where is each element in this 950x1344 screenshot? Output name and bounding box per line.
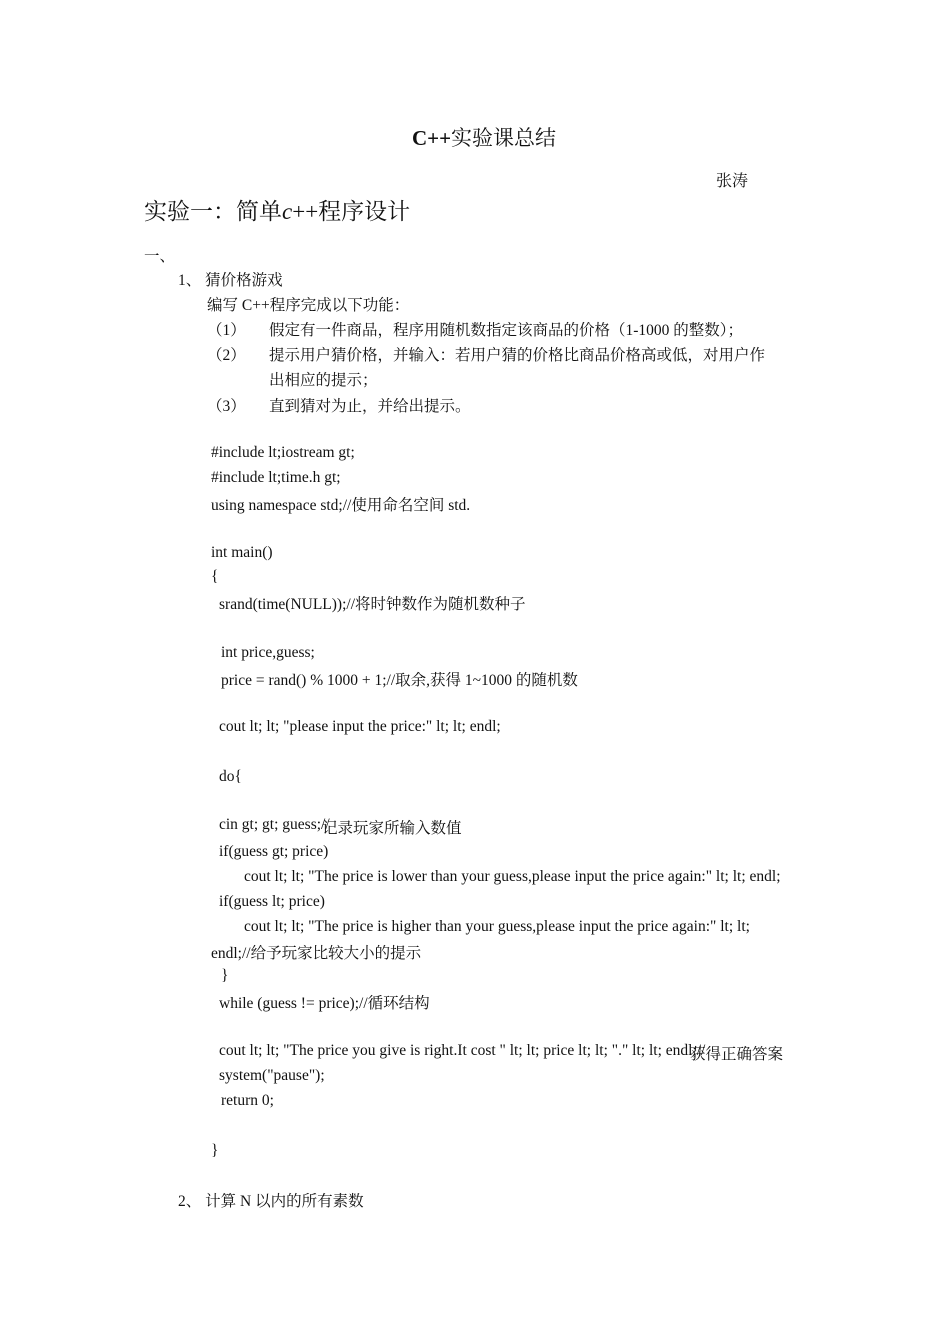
code-line: cin gt; gt; guess;// <box>219 816 330 833</box>
code-line: endl;//给予玩家比较大小的提示 <box>211 945 422 962</box>
code-line: if(guess lt; price) <box>219 893 325 910</box>
code-line: cout lt; lt; "The price you give is right.It cost " lt; lt; price lt; lt; "." lt; lt; endl;// <box>219 1042 706 1059</box>
code-line: if(guess gt; price) <box>219 843 329 860</box>
code-line: srand(time(NULL));//将时钟数作为随机数种子 <box>219 596 526 613</box>
item2-heading: 2、 计算 N 以内的所有素数 <box>178 1193 364 1210</box>
req1-text: 假定有一件商品，程序用随机数指定该商品的价格（1-1000 的整数）； <box>269 322 744 339</box>
code-line: cout lt; lt; "The price is lower than your guess,please input the price again:" lt; lt; endl; <box>244 868 781 885</box>
author-name: 张涛 <box>716 173 749 190</box>
code-line: return 0; <box>221 1092 274 1109</box>
code-line: } <box>221 967 229 984</box>
code-line: #include lt;iostream gt; <box>211 444 355 461</box>
doc-title-rest: 实验课总结 <box>451 126 557 150</box>
doc-title-bold: C++ <box>411 126 452 150</box>
doc-title <box>0 122 950 152</box>
section-heading-pre: 实验一：简单 <box>144 199 282 224</box>
section-heading <box>144 193 410 226</box>
req3-text: 直到猜对为止，并给出提示。 <box>269 398 471 415</box>
section-heading-post: ++程序设计 <box>292 199 411 224</box>
code-line: int main() <box>211 544 273 561</box>
part-marker: 一、 <box>144 248 176 265</box>
code-line: price = rand() % 1000 + 1;//取余,获得 1~1000 的随机数 <box>221 672 578 689</box>
code-line: do{ <box>219 768 242 785</box>
code-line: while (guess != price);//循环结构 <box>219 995 430 1012</box>
req2-number: （2） <box>207 347 246 364</box>
code-line: } <box>211 1142 219 1159</box>
code-line: using namespace std;//使用命名空间 std. <box>211 497 471 514</box>
req2-text-cont: 出相应的提示； <box>269 372 378 389</box>
code-line: { <box>211 568 219 585</box>
item1-heading: 1、 猜价格游戏 <box>178 272 283 289</box>
code-line: system("pause"); <box>219 1067 325 1084</box>
req2-text: 提示用户猜价格，并输入：若用户猜的价格比商品价格高或低，对用户作 <box>269 347 766 364</box>
section-heading-italic: c <box>282 199 293 224</box>
code-line: int price,guess; <box>221 644 315 661</box>
code-line: cout lt; lt; "please input the price:" lt; lt; endl; <box>219 718 501 735</box>
code-line: #include lt;time.h gt; <box>211 469 341 486</box>
code-comment-overlap: 获得正确答案 <box>690 1046 784 1063</box>
req3-number: （3） <box>207 398 246 415</box>
req1-number: （1） <box>207 322 246 339</box>
code-comment-overlap: 记录玩家所输入数值 <box>322 820 462 837</box>
item1-intro: 编写 C++程序完成以下功能： <box>207 297 410 314</box>
code-line: cout lt; lt; "The price is higher than your guess,please input the price again:" lt; lt; <box>244 918 750 935</box>
